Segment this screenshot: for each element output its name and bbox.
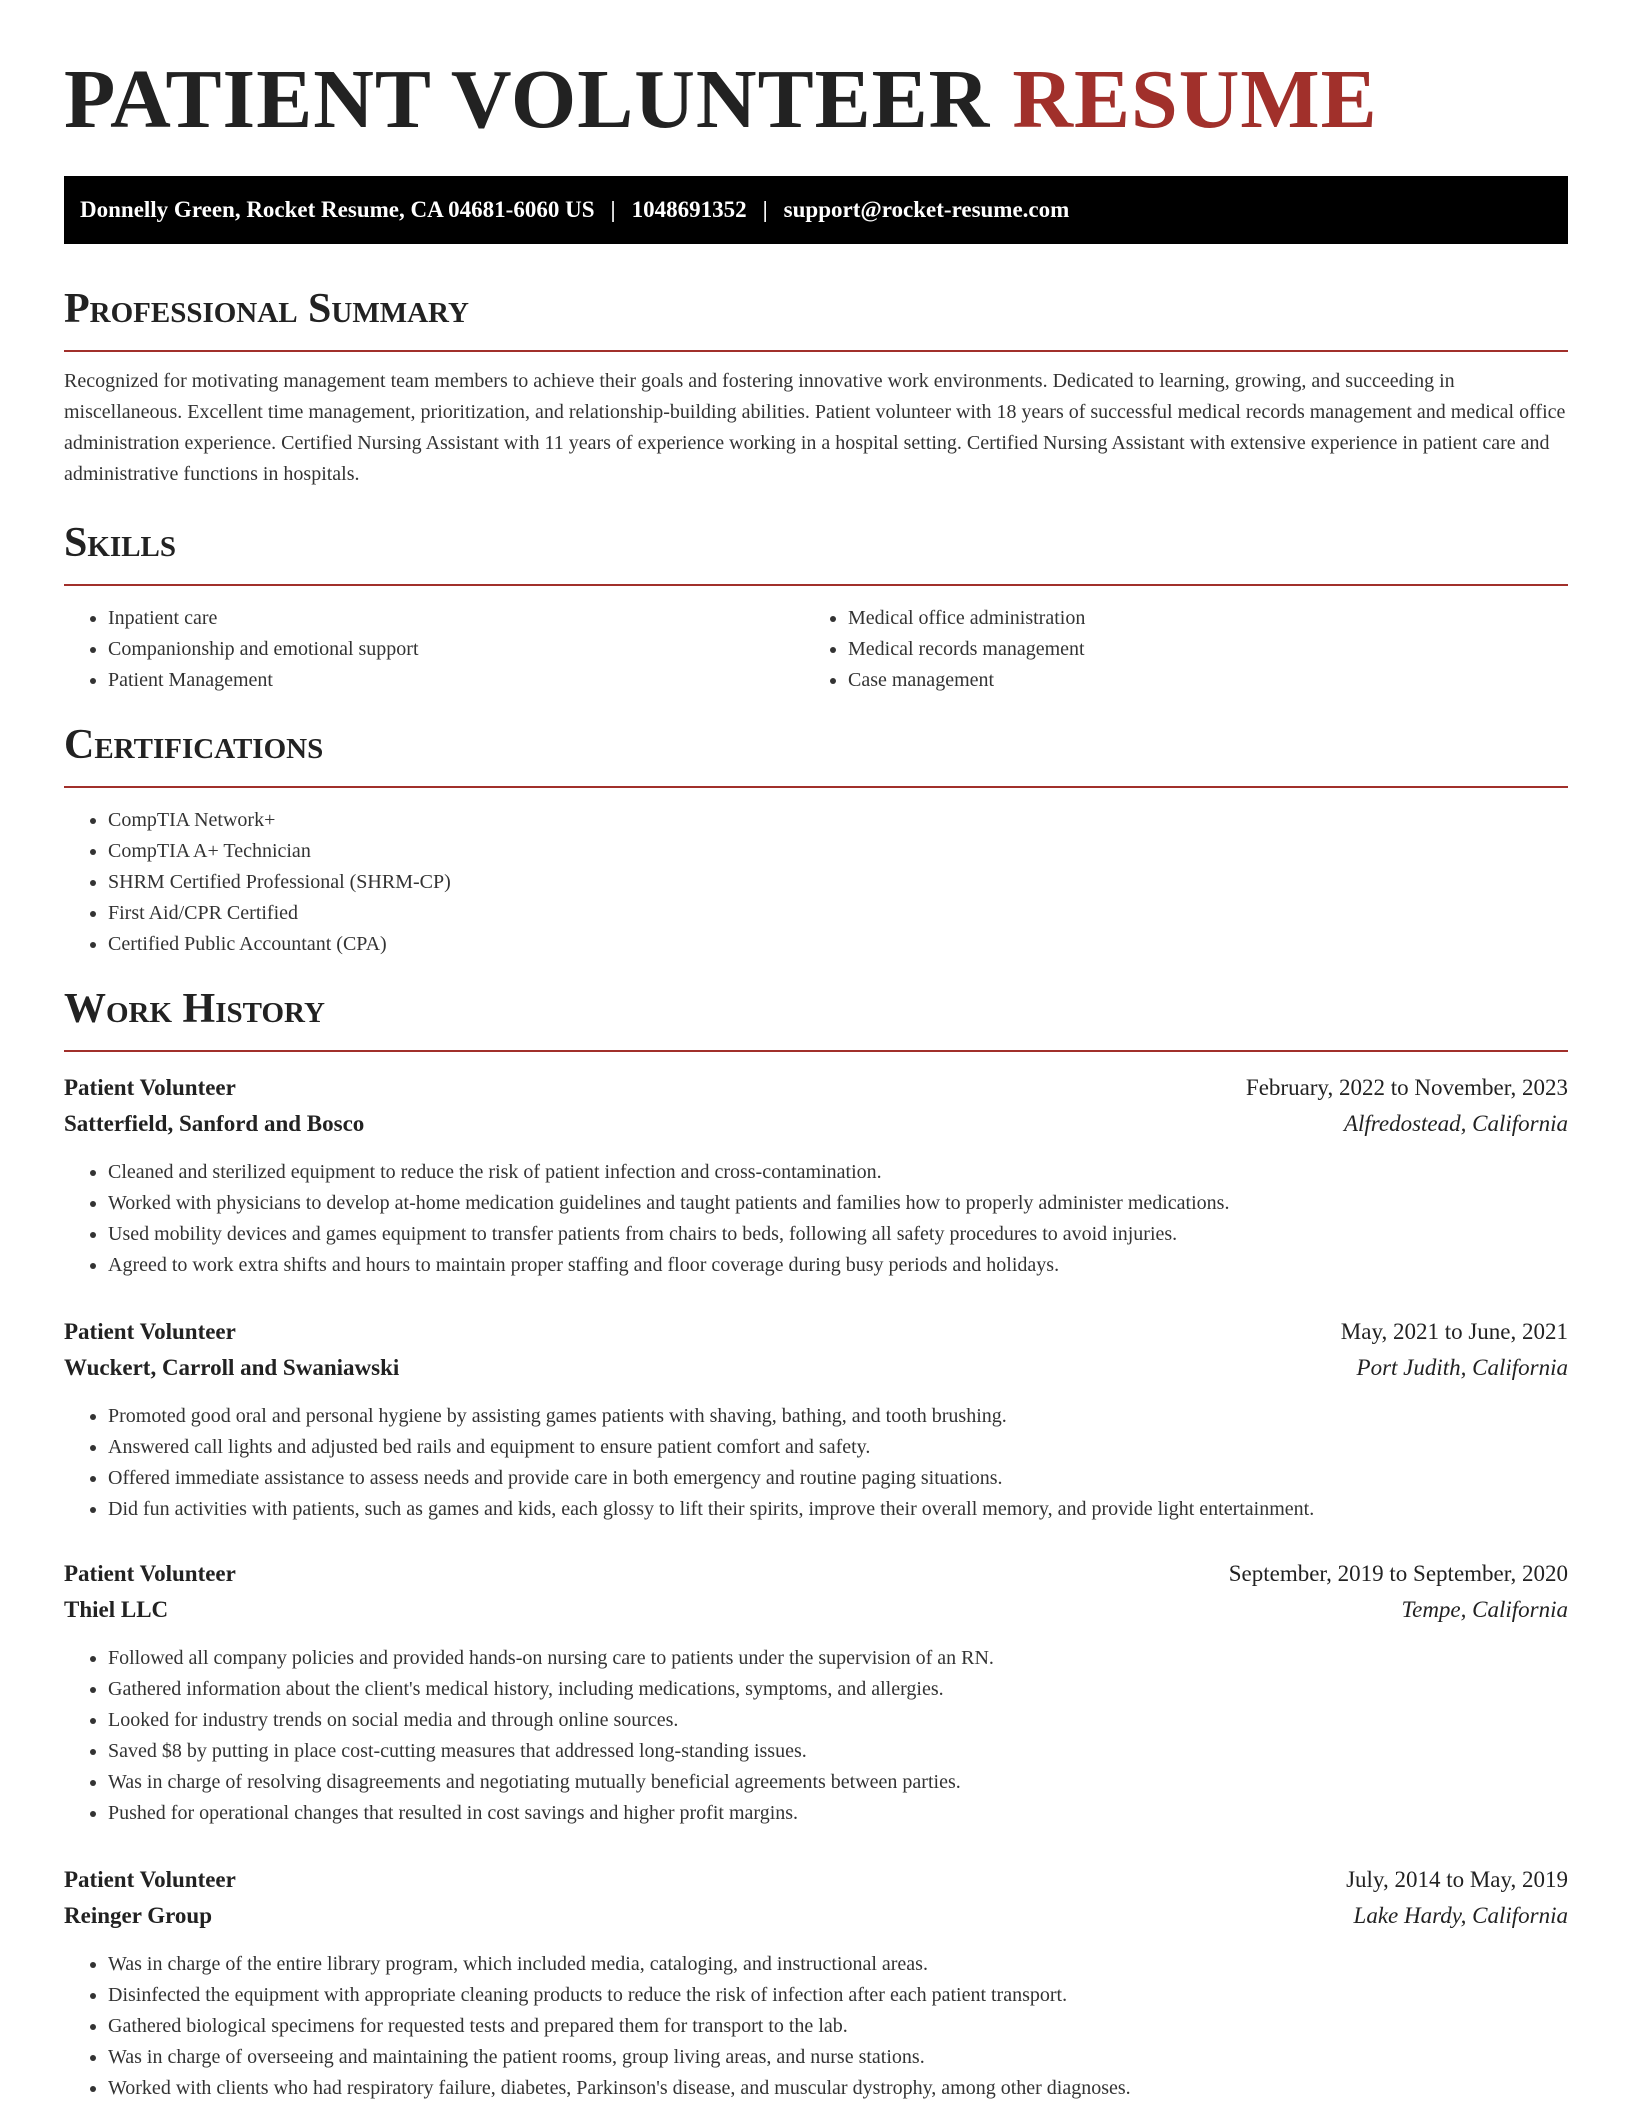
list-item: • Gathered biological specimens for requested tests and prepared them for transport to the lab. — [108, 2011, 1568, 2042]
job-company: Satterfield, Sanford and Bosco — [64, 1111, 365, 1136]
job-title: Patient Volunteer — [64, 1561, 236, 1586]
list-item: • Worked with clients who had respiratory failure, diabetes, Parkinson's disease, and muscular dystrophy, among other diagnoses. — [108, 2073, 1568, 2104]
job-subheader — [64, 1350, 1568, 1386]
job-location: Lake Hardy, California — [1353, 1903, 1568, 1928]
contact-email: support@rocket-resume.com — [783, 197, 1070, 222]
list-item: • Offered immediate assistance to assess needs and provide care in both emergency and routine paging situations. — [108, 1463, 1568, 1494]
list-item: • CompTIA Network+ — [108, 805, 1568, 836]
list-item: • Inpatient care — [108, 603, 808, 634]
job-dates: July, 2014 to May, 2019 — [1346, 1867, 1568, 1892]
job-header — [64, 1314, 1568, 1350]
list-item: • Gathered information about the client's medical history, including medications, symptoms, and allergies. — [108, 1674, 1568, 1705]
list-item: • Medical office administration — [848, 603, 1548, 634]
job-subheader — [64, 1106, 1568, 1142]
title-main: PATIENT VOLUNTEER — [64, 53, 991, 146]
list-item: • Companionship and emotional support — [108, 634, 808, 665]
summary-heading: Professional Summary — [64, 284, 1568, 352]
list-item: • Answered call lights and adjusted bed rails and equipment to ensure patient comfort and safety. — [108, 1432, 1568, 1463]
list-item: • SHRM Certified Professional (SHRM-CP) — [108, 867, 1568, 898]
job-company: Wuckert, Carroll and Swaniawski — [64, 1355, 400, 1380]
list-item: • Worked with physicians to develop at-home medication guidelines and taught patients and families how to properly administer medications. — [108, 1188, 1568, 1219]
list-item: • Agreed to work extra shifts and hours to maintain proper staffing and floor coverage during busy periods and holidays. — [108, 1250, 1568, 1281]
resume-title — [64, 50, 1378, 151]
title-accent: RESUME — [1012, 53, 1378, 146]
summary-text: Recognized for motivating management team members to achieve their goals and fostering innovative work environments. Dedicated to learning, growing, and succeeding in miscellaneous. Excellent time management, prioritization, and relationship-building abilities. Patient volunteer with 18 years of successful medical records management and medical office administration experience. Certified Nursing Assistant with 11 years of experience working in a hospital setting. Certified Nursing Assistant with extensive experience in patient care and administrative functions in hospitals. — [64, 370, 1566, 485]
job-title: Patient Volunteer — [64, 1867, 236, 1892]
job-company: Reinger Group — [64, 1903, 213, 1928]
job-bullets — [64, 1949, 1568, 2104]
skills-list-right — [804, 603, 1548, 696]
contact-bar — [64, 176, 1568, 244]
list-item: • Was in charge of resolving disagreements and negotiating mutually beneficial agreements between parties. — [108, 1767, 1568, 1798]
list-item: • Followed all company policies and provided hands-on nursing care to patients under the supervision of an RN. — [108, 1643, 1568, 1674]
job-header — [64, 1862, 1568, 1898]
list-item: • Was in charge of the entire library program, which included media, cataloging, and instructional areas. — [108, 1949, 1568, 1980]
list-item: • Used mobility devices and games equipment to transfer patients from chairs to beds, following all safety procedures to avoid injuries. — [108, 1219, 1568, 1250]
certifications-list — [64, 805, 1568, 960]
job-title: Patient Volunteer — [64, 1319, 236, 1344]
contact-phone: 1048691352 — [631, 197, 747, 222]
list-item: • Saved $8 by putting in place cost-cutting measures that addressed long-standing issues. — [108, 1736, 1568, 1767]
job-dates: February, 2022 to November, 2023 — [1245, 1075, 1568, 1100]
job-location: Port Judith, California — [1356, 1355, 1568, 1380]
list-item: • Promoted good oral and personal hygiene by assisting games patients with shaving, bathing, and tooth brushing. — [108, 1401, 1568, 1432]
list-item: • CompTIA A+ Technician — [108, 836, 1568, 867]
job-bullets — [64, 1643, 1568, 1829]
skills-heading: Skills — [64, 518, 1568, 586]
list-item: • First Aid/CPR Certified — [108, 898, 1568, 929]
list-item: • Was in charge of overseeing and maintaining the patient rooms, group living areas, and nurse stations. — [108, 2042, 1568, 2073]
job-header — [64, 1556, 1568, 1592]
contact-separator: | — [762, 197, 768, 222]
list-item: • Did fun activities with patients, such as games and kids, each glossy to lift their spirits, improve their overall memory, and provide light entertainment. — [108, 1494, 1568, 1525]
job-dates: September, 2019 to September, 2020 — [1228, 1561, 1568, 1586]
job-company: Thiel LLC — [64, 1597, 169, 1622]
list-item: • Cleaned and sterilized equipment to reduce the risk of patient infection and cross-contamination. — [108, 1157, 1568, 1188]
job-dates: May, 2021 to June, 2021 — [1340, 1319, 1568, 1344]
contact-separator: | — [610, 197, 616, 222]
skills-list-left — [64, 603, 808, 696]
list-item: • Medical records management — [848, 634, 1548, 665]
list-item: • Pushed for operational changes that resulted in cost savings and higher profit margins. — [108, 1798, 1568, 1829]
job-subheader — [64, 1898, 1568, 1934]
list-item: • Case management — [848, 665, 1548, 696]
job-subheader — [64, 1592, 1568, 1628]
list-item: • Disinfected the equipment with appropriate cleaning products to reduce the risk of infection after each patient transport. — [108, 1980, 1568, 2011]
list-item: • Certified Public Accountant (CPA) — [108, 929, 1568, 960]
work-history-heading: Work History — [64, 984, 1568, 1052]
certifications-heading: Certifications — [64, 720, 1568, 788]
contact-address: Donnelly Green, Rocket Resume, CA 04681-6060 US — [80, 197, 595, 222]
job-title: Patient Volunteer — [64, 1075, 236, 1100]
job-header — [64, 1070, 1568, 1106]
list-item: • Looked for industry trends on social media and through online sources. — [108, 1705, 1568, 1736]
job-location: Tempe, California — [1401, 1597, 1568, 1622]
job-location: Alfredostead, California — [1343, 1111, 1568, 1136]
job-bullets — [64, 1401, 1568, 1525]
job-bullets — [64, 1157, 1568, 1281]
list-item: • Patient Management — [108, 665, 808, 696]
